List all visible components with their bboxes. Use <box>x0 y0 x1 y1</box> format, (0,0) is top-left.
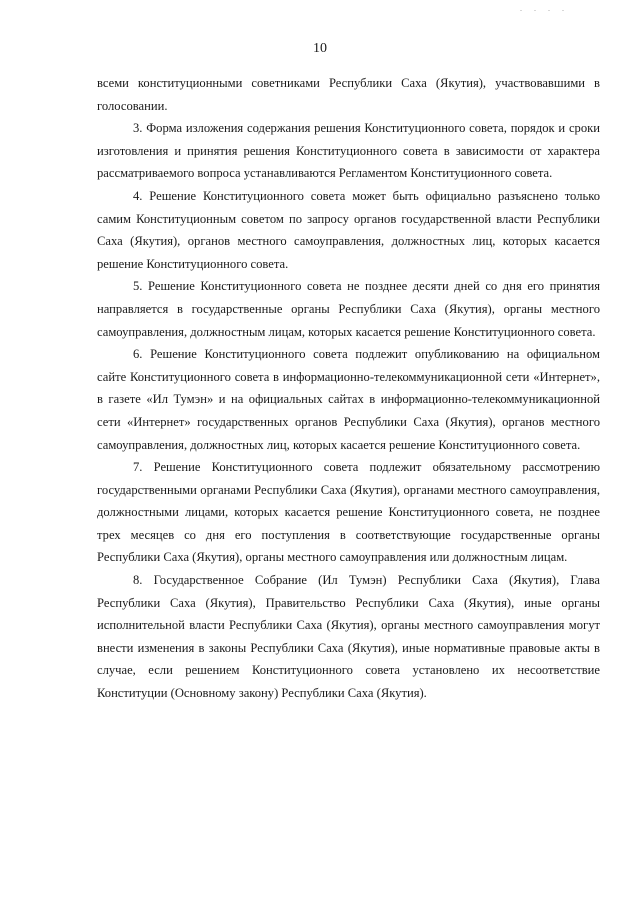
page-number: 10 <box>313 41 327 56</box>
paragraph-7: 7. Решение Конституционного совета подлежит обязательному рассмотрению государственными органами Республики Саха (Якутия), органами местного самоуправления, должностными лицами, которых касается решение Конституционного совета, не позднее трех месяцев со дня его поступления в соответствующие государственные органы Республики Саха (Якутия), органы местного самоуправления или должностным лицам. <box>97 460 600 565</box>
paragraph-4: 4. Решение Конституционного совета может быть официально разъяснено только самим Конституционным советом по запросу органов государственной власти Республики Саха (Якутия), органов местного самоуправления, должностных лиц, которых касается решение Конституционного совета. <box>97 188 600 271</box>
paragraph-3: 3. Форма изложения содержания решения Конституционного совета, порядок и сроки изготовления и принятия решения Конституционного совета в зависимости от характера рассматриваемого вопроса устанавливаются Регламентом Конституционного совета. <box>97 121 600 181</box>
scan-marks: . . . . <box>520 4 569 13</box>
paragraph-5: 5. Решение Конституционного совета не позднее десяти дней со дня его принятия направляется в государственные органы Республики Саха (Якутия), органы местного самоуправления, должностным лицам, которых касается решение Конституционного совета. <box>97 279 600 339</box>
paragraph-8: 8. Государственное Собрание (Ил Тумэн) Республики Саха (Якутия), Глава Республики Саха (Якутия), Правительство Республики Саха (Якутия), иные органы исполнительной власти Республики Саха (Якутия), органы местного самоуправления могут внести изменения в законы Республики Саха (Якутия), иные нормативные правовые акты в случае, если решением Конституционного совета установлено их несоответствие Конституции (Основному закону) Республики Саха (Якутия). <box>97 573 600 701</box>
document-body <box>97 72 600 705</box>
paragraph-continuation: всеми конституционными советниками Республики Саха (Якутия), участвовавшими в голосовании. <box>97 76 600 113</box>
paragraph-6: 6. Решение Конституционного совета подлежит опубликованию на официальном сайте Конституционного совета в информационно-телекоммуникационной сети «Интернет», в газете «Ил Тумэн» и на официальных сайтах в информационно-телекоммуникационной сети «Интернет» государственных органов Республики Саха (Якутия), органов местного самоуправления, должностных лиц, которых касается решение Конституционного совета. <box>97 347 600 452</box>
